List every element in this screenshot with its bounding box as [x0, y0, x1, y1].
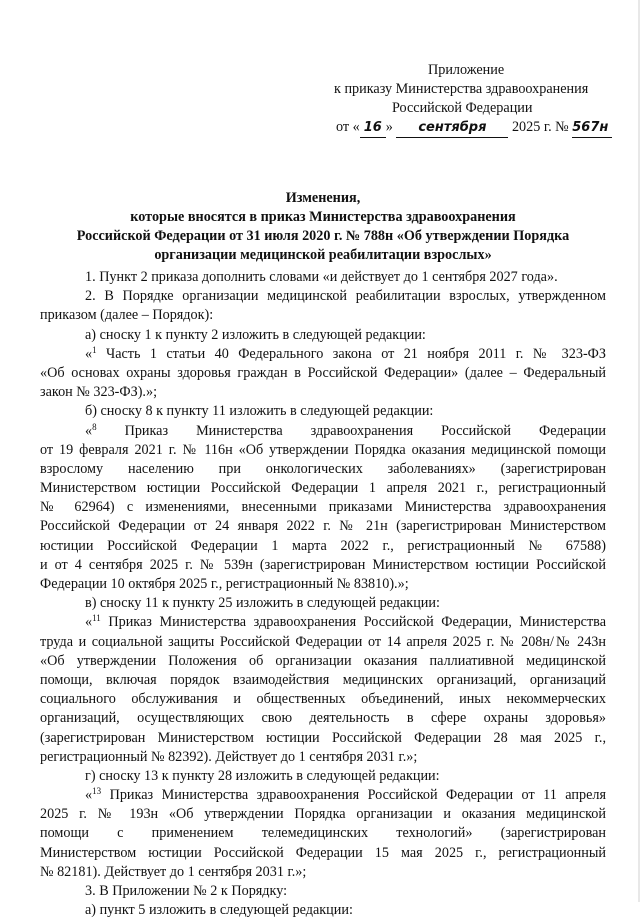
- order-date-line: [330, 118, 620, 138]
- footnote-11-line-7: (зарегистрирован Министерством юстиции Российской Федерации 28 мая 2025 г.,: [40, 729, 606, 746]
- paragraph-3: 3. В Приложении № 2 к Порядку:: [85, 883, 288, 899]
- footnote-11-line-3: «Об утверждении Положения об организации оказания паллиативной медицинской: [40, 652, 606, 669]
- footnote-marker-13: 13: [92, 786, 102, 797]
- appendix-label: Приложение: [428, 62, 505, 78]
- footnote-8-line-4: Министерством юстиции Российской Федерации 1 апреля 2021 г., регистрационный: [40, 480, 606, 497]
- footnote-marker-8: 8: [92, 421, 97, 432]
- paragraph-3-item-a: а) пункт 5 изложить в следующей редакции:: [85, 902, 353, 919]
- footnote-marker-11: 11: [92, 613, 101, 624]
- footnote-8-line-2: от 19 февраля 2021 г. № 116н «Об утверждении Порядка оказания медицинской помощи: [40, 441, 606, 458]
- paragraph-1: 1. Пункт 2 приказа дополнить словами «и действует до 1 сентября 2027 года».: [85, 269, 558, 285]
- federation-line: Российской Федерации: [392, 100, 533, 116]
- date-year: 2025 г. №: [511, 119, 569, 135]
- paragraph-2-cont: приказом (далее – Порядок):: [40, 307, 214, 324]
- footnote-13-line-3: помощи с применением телемедицинских технологий» (зарегистрирован: [40, 825, 606, 842]
- handwritten-order-number: 567н: [572, 118, 612, 138]
- date-quote-close: »: [385, 119, 393, 135]
- footnote-11-line-6: организаций, осуществляющих свою деятельность в сфере охраны здоровья»: [40, 710, 606, 727]
- handwritten-day: 16: [360, 118, 386, 138]
- handwritten-month: сентября: [396, 118, 508, 138]
- footnote-8-line-5: № 62964) с изменениями, внесенными приказами Министерства здравоохранения: [40, 499, 606, 516]
- footnote-13-line-2: 2025 г. № 193н «Об утверждении Порядка организации и оказания медицинской: [40, 806, 606, 823]
- item-a: а) сноску 1 к пункту 2 изложить в следующей редакции:: [85, 326, 426, 343]
- footnote-8-text: «$^8$ Приказ Министерства здравоохранения Российской Федерации: [85, 421, 606, 439]
- footnote-8-end: Федерации 10 октября 2025 г., регистрационный № 83810).»;: [40, 576, 409, 592]
- footnote-1-end: закон № 323-ФЗ).»;: [40, 384, 158, 401]
- footnote-13-line-4: Министерством юстиции Российской Федерации 15 мая 2025 г., регистрационный: [40, 844, 606, 861]
- document-title: [40, 189, 606, 265]
- footnote-marker-1: 1: [92, 344, 97, 355]
- paragraph-2: 2. В Порядке организации медицинской реабилитации взрослых, утвержденном: [85, 288, 606, 305]
- item-g: г) сноску 13 к пункту 28 изложить в следующей редакции:: [85, 767, 440, 784]
- title-line-3: Российской Федерации от 31 июля 2020 г. № 788н «Об утверждении Порядка: [76, 228, 570, 244]
- footnote-1-text: «$^1$ Часть 1 статьи 40 Федерального закона от 21 ноября 2011 г. № 323-ФЗ: [85, 344, 606, 362]
- document-body: [40, 268, 606, 920]
- item-v: в) сноску 11 к пункту 25 изложить в следующей редакции:: [85, 595, 440, 612]
- footnote-1-cont: «Об основах охраны здоровья граждан в Российской Федерации» (далее – Федеральный: [40, 364, 606, 381]
- footnote-8-line-8: и от 4 сентября 2025 г. № 539н (зарегистрирован Министерством юстиции Российской: [40, 556, 606, 573]
- footnote-13-end: № 82181). Действует до 1 сентября 2031 г.»;: [40, 863, 307, 880]
- title-line-2: которые вносятся в приказ Министерства здравоохранения: [130, 209, 516, 225]
- item-b: б) сноску 8 к пункту 11 изложить в следующей редакции:: [85, 403, 434, 420]
- order-reference: к приказу Министерства здравоохранения: [334, 81, 589, 97]
- footnote-11-end: регистрационный № 82392). Действует до 1 сентября 2031 г.»;: [40, 748, 418, 765]
- footnote-11-line-2: труда и социальной защиты Российской Федерации от 14 апреля 2025 г. № 208н/№ 243н: [40, 633, 606, 650]
- date-prefix: от «: [336, 119, 360, 135]
- footnote-8-line-7: юстиции Российской Федерации 1 марта 2022 г., регистрационный № 67588): [40, 537, 606, 554]
- footnote-8-line-6: Российской Федерации от 24 января 2022 г. № 21н (зарегистрирован Министерством: [40, 518, 606, 535]
- footnote-11-text: «$^{11}$ Приказ Министерства здравоохранения Российской Федерации, Министерства: [85, 613, 606, 631]
- title-line-4: организации медицинской реабилитации взрослых»: [154, 247, 492, 263]
- appendix-header: [330, 61, 620, 138]
- footnote-11-line-5: социального обслуживания и общественных объединений, иных некоммерческих: [40, 691, 606, 708]
- footnote-8-line-3: взрослому населению при онкологических заболеваниях» (зарегистрирован: [40, 460, 606, 477]
- footnote-11-line-4: помощи, включая порядок взаимодействия медицинских организаций, организаций: [40, 671, 606, 688]
- footnote-13-text: «$^{13}$ Приказ Министерства здравоохранения Российской Федерации от 11 апреля: [85, 786, 606, 804]
- title-line-1: Изменения,: [285, 190, 361, 206]
